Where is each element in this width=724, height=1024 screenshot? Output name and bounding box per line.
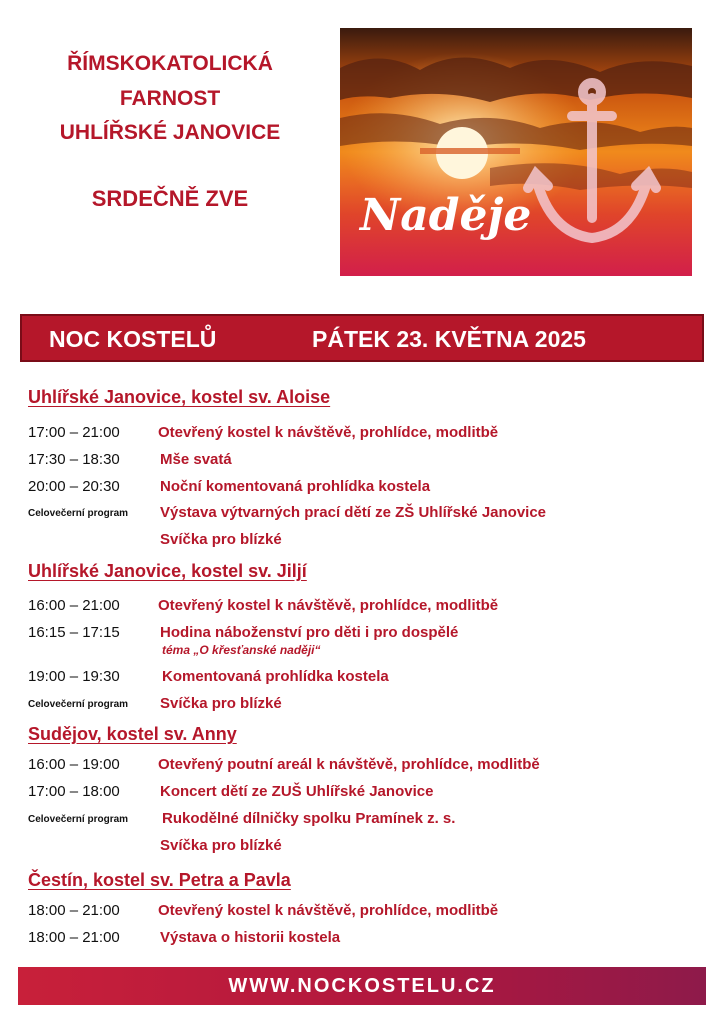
sunset-anchor-illustration <box>340 28 692 276</box>
row-text: Komentovaná prohlídka kostela <box>162 668 389 685</box>
row-time: 19:00 – 19:30 <box>28 668 120 685</box>
website-footer-link[interactable]: WWW.NOCKOSTELU.CZ <box>18 967 706 1005</box>
row-time: Celovečerní program <box>28 699 129 710</box>
row-text: Svíčka pro blízké <box>160 531 282 548</box>
parish-title-line-2: FARNOST <box>119 87 221 110</box>
parish-title-line-1: ŘÍMSKOKATOLICKÁ <box>67 52 273 75</box>
hope-sunset-image <box>340 28 692 276</box>
row-time: Celovečerní program <box>28 814 129 825</box>
row-time: 20:00 – 20:30 <box>28 478 120 495</box>
section-title: Sudějov, kostel sv. Anny <box>28 724 237 744</box>
row-text: Noční komentovaná prohlídka kostela <box>160 478 431 495</box>
section-title: Uhlířské Janovice, kostel sv. Aloise <box>28 387 331 407</box>
row-text: Koncert dětí ze ZUŠ Uhlířské Janovice <box>160 783 434 800</box>
row-text: Otevřený kostel k návštěvě, prohlídce, modlitbě <box>158 597 499 614</box>
row-time: 17:30 – 18:30 <box>28 451 120 468</box>
row-text: Svíčka pro blízké <box>160 695 282 712</box>
event-banner <box>20 314 704 362</box>
section-title: Čestín, kostel sv. Petra a Pavla <box>28 870 291 890</box>
row-text: Rukodělné dílničky spolku Pramínek z. s. <box>162 810 456 827</box>
row-time: 16:15 – 17:15 <box>28 624 120 641</box>
section-title: Uhlířské Janovice, kostel sv. Jiljí <box>28 561 307 581</box>
row-text: Otevřený kostel k návštěvě, prohlídce, modlitbě <box>158 902 499 919</box>
row-text: Výstava o historii kostela <box>160 929 341 946</box>
banner-date: PÁTEK 23. KVĚTNA 2025 <box>312 326 586 352</box>
row-text: Výstava výtvarných prací dětí ze ZŠ Uhlířské Janovice <box>160 504 547 521</box>
row-text: Hodina náboženství pro děti i pro dospělé <box>160 624 459 641</box>
row-time: 16:00 – 21:00 <box>28 597 120 614</box>
row-time: Celovečerní program <box>28 508 129 519</box>
invite-text: SRDEČNĚ ZVE <box>91 186 249 211</box>
row-text: Otevřený kostel k návštěvě, prohlídce, modlitbě <box>158 424 499 441</box>
row-time: 17:00 – 21:00 <box>28 424 120 441</box>
row-time: 16:00 – 19:00 <box>28 756 120 773</box>
row-text: Otevřený poutní areál k návštěvě, prohlídce, modlitbě <box>158 756 540 773</box>
banner-event-name: NOC KOSTELŮ <box>49 326 217 352</box>
image-caption: Naděje <box>360 190 532 241</box>
row-text: Svíčka pro blízké <box>160 837 282 854</box>
parish-title-line-3: UHLÍŘSKÉ JANOVICE <box>59 121 281 144</box>
row-note: téma „O křesťanské naději“ <box>162 643 321 657</box>
row-text: Mše svatá <box>160 451 232 468</box>
row-time: 18:00 – 21:00 <box>28 902 120 919</box>
row-time: 17:00 – 18:00 <box>28 783 120 800</box>
row-time: 18:00 – 21:00 <box>28 929 120 946</box>
